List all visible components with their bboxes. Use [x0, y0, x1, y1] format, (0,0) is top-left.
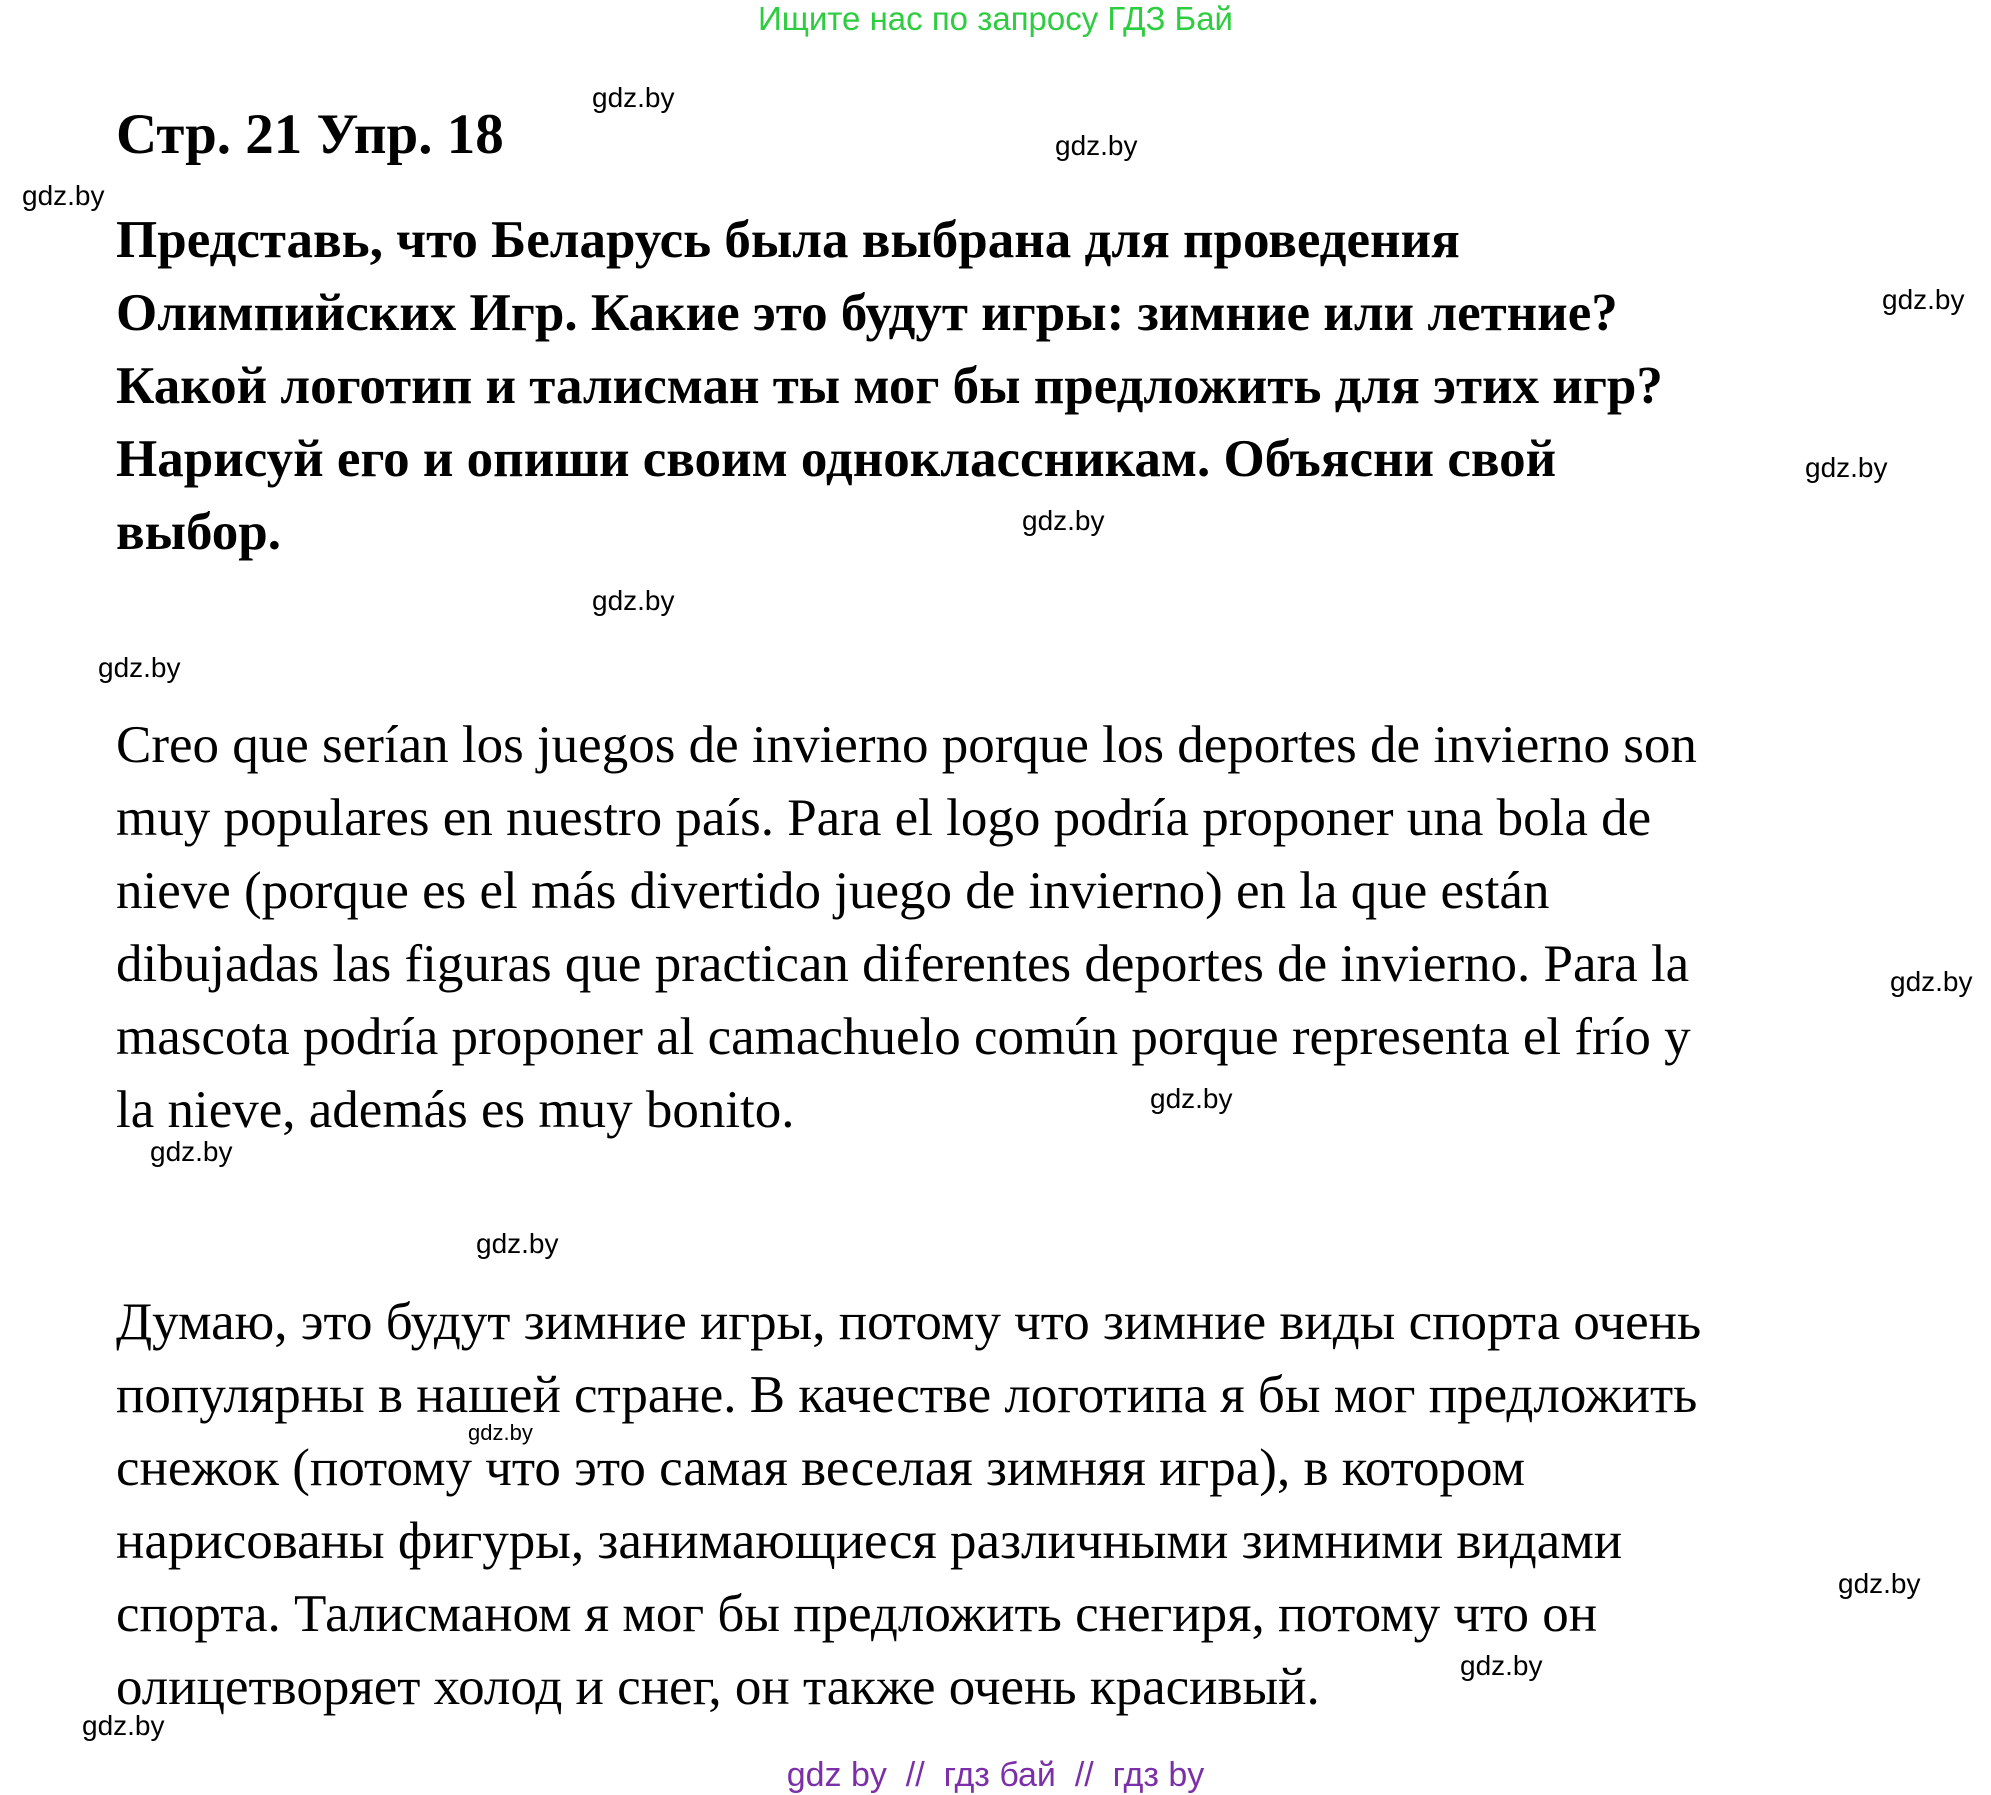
task-text — [116, 204, 1876, 569]
task-line: Олимпийских Игр. Какие это будут игры: зимние или летние? — [116, 284, 1618, 342]
answer-line: muy populares en nuestro país. Para el logo podría proponer una bola de — [116, 789, 1652, 847]
watermark: gdz.by — [1022, 505, 1105, 536]
watermark: gdz.by — [1460, 1650, 1543, 1681]
answer-line: nieve (porque es el más divertido juego de invierno) en la que están — [116, 862, 1550, 920]
watermark: gdz.by — [1150, 1083, 1233, 1114]
answer-spanish — [116, 709, 1916, 1147]
watermark: gdz.by — [592, 585, 675, 616]
watermark: gdz.by — [22, 180, 105, 211]
watermark: gdz.by — [98, 652, 181, 683]
watermark: gdz.by — [468, 1420, 533, 1445]
footer-links: gdz by // гдз бай // гдз by — [786, 1756, 1205, 1794]
task-line: выбор. — [116, 503, 282, 561]
answer-line: спорта. Талисманом я мог бы предложить снегиря, потому что он — [116, 1585, 1598, 1643]
watermark: gdz.by — [1838, 1568, 1921, 1599]
watermark: gdz.by — [1890, 966, 1973, 997]
answer-line: la nieve, además es muy bonito. — [116, 1081, 795, 1139]
watermark: gdz.by — [476, 1228, 559, 1259]
answer-line: dibujadas las figuras que practican diferentes deportes de invierno. Para la — [116, 935, 1690, 993]
task-line: Какой логотип и талисман ты мог бы предложить для этих игр? — [116, 357, 1663, 415]
answer-russian — [116, 1286, 1916, 1724]
answer-line: нарисованы фигуры, занимающиеся различными зимними видами — [116, 1512, 1623, 1570]
answer-line: Creo que serían los juegos de invierno porque los deportes de invierno son — [116, 716, 1697, 774]
answer-line: mascota podría proponer al camachuelo común porque representa el frío y — [116, 1008, 1691, 1066]
task-line: Нарисуй его и опиши своим одноклассникам. Объясни свой — [116, 430, 1557, 488]
answer-line: Думаю, это будут зимние игры, потому что зимние виды спорта очень — [116, 1293, 1702, 1351]
answer-line: олицетворяет холод и снег, он также очень красивый. — [116, 1658, 1320, 1716]
page-heading: Стр. 21 Упр. 18 — [116, 103, 504, 166]
watermark: gdz.by — [592, 82, 675, 113]
top-banner: Ищите нас по запросу ГДЗ Бай — [758, 0, 1233, 37]
watermark: gdz.by — [1805, 452, 1888, 483]
watermark: gdz.by — [150, 1136, 233, 1167]
watermark: gdz.by — [82, 1710, 165, 1741]
task-line: Представь, что Беларусь была выбрана для проведения — [116, 211, 1460, 269]
watermark: gdz.by — [1055, 130, 1138, 161]
watermark: gdz.by — [1882, 284, 1965, 315]
answer-line: популярны в нашей стране. В качестве логотипа я бы мог предложить — [116, 1366, 1698, 1424]
answer-line: снежок (потому что это самая веселая зимняя игра), в котором — [116, 1439, 1526, 1497]
